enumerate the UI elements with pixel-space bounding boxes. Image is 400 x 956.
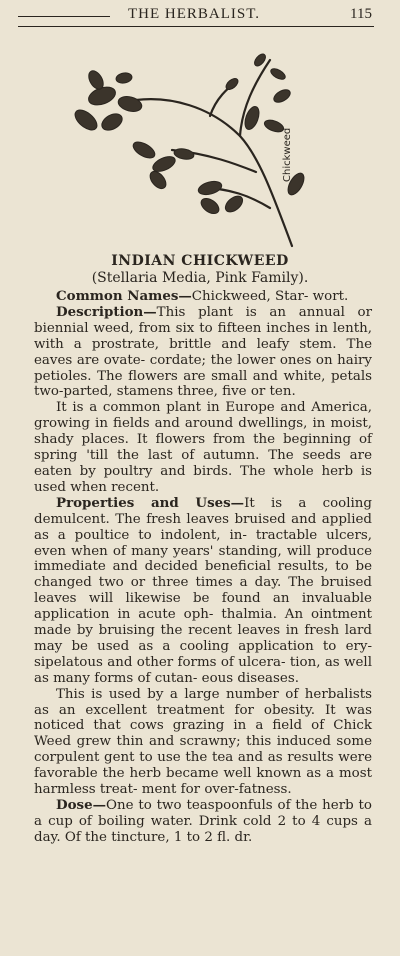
- section-label: Dose—: [56, 797, 106, 813]
- entry-body: [34, 289, 372, 846]
- paragraph-text: This plant is an annual or biennial weed, from six to fifteen inches in lenth, with a prostrate, brittle and leafy stem. The eaves are ovate- cordate; the lower ones on hairy petioles. The flowers are small and white, petals two-parted, stamens three, five or ten.: [34, 304, 372, 400]
- page-number: 115: [350, 6, 372, 22]
- chickweed-illustration: [60, 38, 320, 250]
- paragraph-habitat: [34, 400, 372, 495]
- paragraph-text: It is a common plant in Europe and America, growing in fields and around dwellings, in moist, shady places. It flowers from the beginning of spring 'till the last of autumn. The seeds are eaten by poultry and birds. The whole herb is used when recent.: [34, 400, 372, 495]
- paragraph-text: One to two teaspoonfuls of the herb to a cup of boiling water. Drink cold 2 to 4 cups a day. Of the tincture, 1 to 2 fl. dr.: [34, 798, 372, 845]
- section-label: Properties and Uses—: [56, 494, 245, 511]
- paragraph-properties: [34, 496, 372, 687]
- illustration-label: Chickweed: [282, 127, 293, 182]
- entry-title: INDIAN CHICKWEED: [111, 253, 289, 269]
- paragraph-common-names: [34, 289, 372, 305]
- paragraph-obesity: [34, 687, 372, 798]
- header-rule: [18, 16, 110, 17]
- section-label: Description—: [56, 303, 157, 320]
- paragraph-text: This is used by a large number of herbalists as an excellent treatment for obesity. It was noticed that cows grazing in a field of Chick Weed grew thin and scrawny; this induced some corpulent gent to use the tea and as results were favorable the herb became well known as a most harmless treat- ment for over-fatness.: [34, 686, 372, 798]
- page-header: [18, 6, 374, 27]
- running-title: THE HERBALIST.: [128, 6, 261, 22]
- paragraph-text: It is a cooling demulcent. The fresh leaves bruised and applied as a poultice to indolent, in- tractable ulcers, even when of many years' standing, will produce immediate and decided beneficial results, to be changed two or three times a day. The bruised leaves will likewise be found an invaluable application in acute oph- thalmia. An ointment made by bruising the recent leaves in fresh lard may be used as a cooling application to ery- sipelatous and other forms of ulcera- tion, as well as many forms of cutan- eous diseases.: [34, 495, 373, 686]
- paragraph-text: Chickweed, Star- wort.: [191, 289, 349, 304]
- section-label: Common Names—: [56, 288, 192, 304]
- entry-subtitle: (Stellaria Media, Pink Family).: [91, 270, 309, 286]
- paragraph-dose: [34, 798, 372, 846]
- paragraph-description: [34, 305, 372, 400]
